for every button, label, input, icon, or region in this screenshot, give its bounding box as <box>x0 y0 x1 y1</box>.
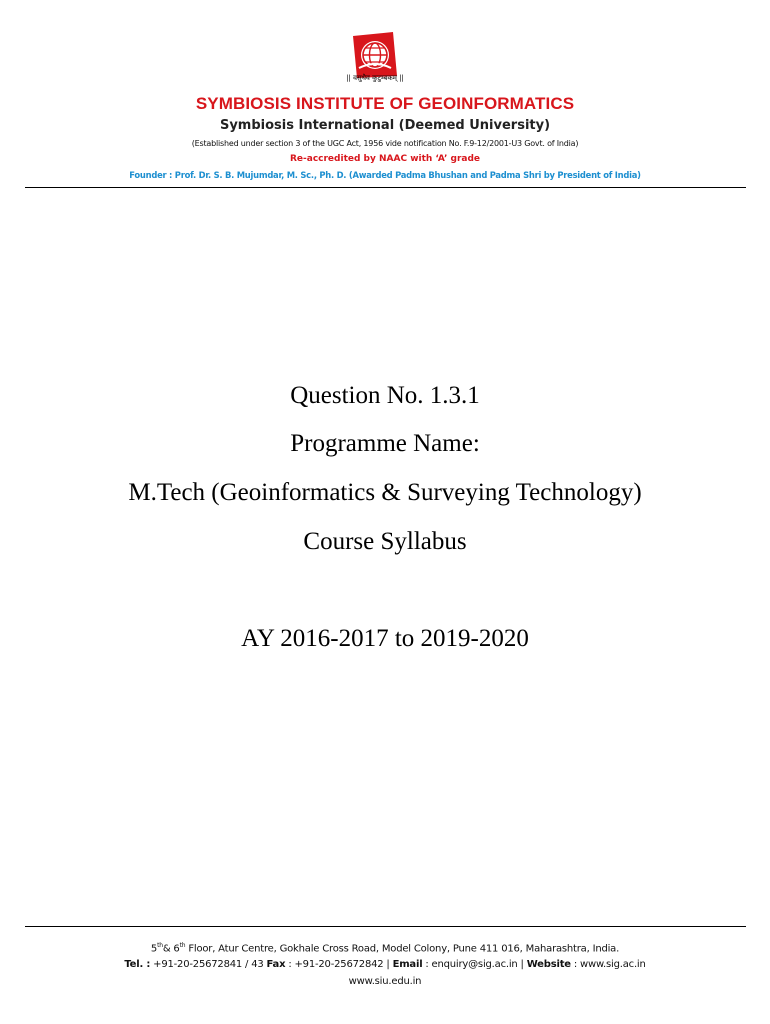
email-value[interactable]: : enquiry@sig.ac.in | <box>422 959 527 970</box>
programme-label: Programme Name: <box>290 430 480 457</box>
university-name: Symbiosis International (Deemed University) <box>219 118 551 133</box>
footer-website-2[interactable]: www.siu.edu.in <box>348 976 422 987</box>
website-value[interactable]: : www.sig.ac.in <box>570 959 646 970</box>
fax-label: Fax <box>266 959 286 970</box>
floor-suffix-2: th <box>179 942 186 949</box>
fax-value: : +91-20-25672842 | <box>285 959 393 970</box>
tel-label: Tel. : <box>124 959 151 970</box>
institute-name: SYMBIOSIS INSTITUTE OF GEOINFORMATICS <box>195 94 575 113</box>
header-divider <box>25 187 746 188</box>
footer-address <box>0 942 770 954</box>
website-label: Website <box>526 959 571 970</box>
programme-name: M.Tech (Geoinformatics & Surveying Technology) <box>128 479 642 506</box>
question-number: Question No. 1.3.1 <box>290 382 480 409</box>
logo-motto: || वसुधैव कुटुम्बकम् || <box>346 74 404 82</box>
academic-years: AY 2016-2017 to 2019-2020 <box>241 625 529 652</box>
founder-note: Founder : Prof. Dr. S. B. Mujumdar, M. Sc., Ph. D. (Awarded Padma Bhushan and Padma Shri by President of India) <box>129 170 641 180</box>
address-text: Floor, Atur Centre, Gokhale Cross Road, Model Colony, Pune 411 016, Maharashtra, India. <box>185 943 620 955</box>
email-label: Email <box>392 959 423 970</box>
floor-number-1: 5 <box>150 943 158 955</box>
floor-suffix-1: th <box>157 942 163 949</box>
footer-divider <box>25 926 746 927</box>
accreditation-note: Re-accredited by NAAC with ‘A’ grade <box>289 154 481 164</box>
floor-separator: & 6 <box>162 943 180 955</box>
establishment-note: (Established under section 3 of the UGC Act, 1956 vide notification No. F.9-12/2001-U3 Govt. of India) <box>191 139 579 148</box>
tel-value: +91-20-25672841 / 43 <box>150 959 267 970</box>
document-type: Course Syllabus <box>303 528 467 555</box>
footer-contacts <box>0 959 770 970</box>
